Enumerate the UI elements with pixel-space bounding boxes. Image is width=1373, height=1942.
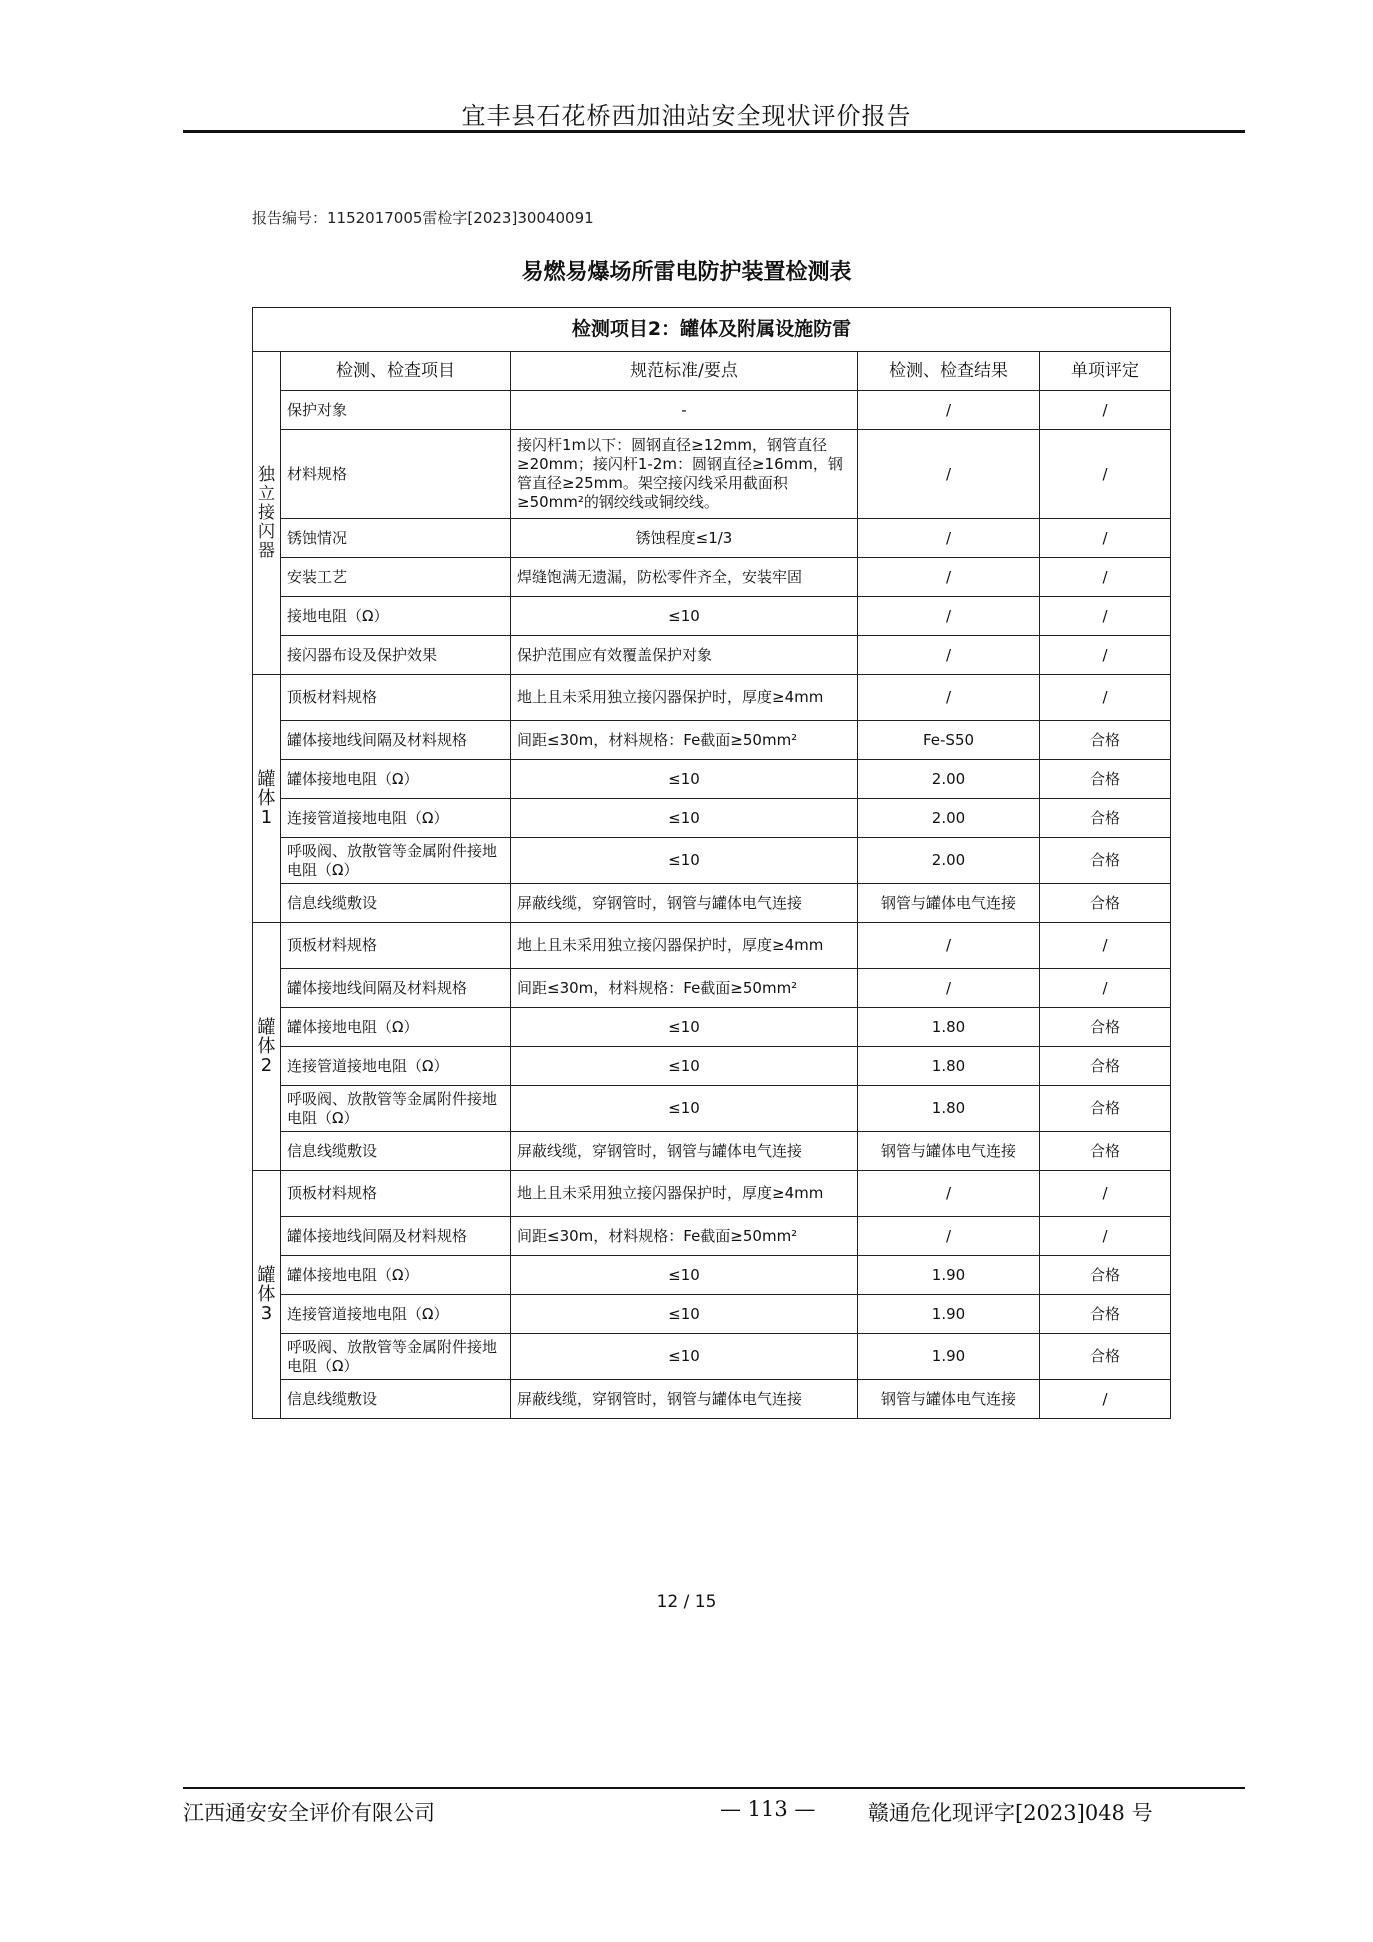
standard-cell: - [511,391,858,430]
footer-company: 江西通安安全评价有限公司 [183,1801,435,1825]
standard-cell: ≤10 [511,1334,858,1380]
item-cell: 接地电阻（Ω） [281,597,511,636]
rating-cell: 合格 [1040,884,1171,923]
result-cell: / [858,923,1040,969]
standard-cell: 保护范围应有效覆盖保护对象 [511,636,858,675]
table-row [253,1380,1171,1419]
standard-cell: 间距≤30m，材料规格：Fe截面≥50mm² [511,969,858,1008]
inspection-table [252,307,1171,1419]
result-cell: 2.00 [858,760,1040,799]
standard-cell: ≤10 [511,1047,858,1086]
rating-cell: / [1040,675,1171,721]
table-row [253,799,1171,838]
result-cell: 钢管与罐体电气连接 [858,1132,1040,1171]
item-cell: 罐体接地线间隔及材料规格 [281,969,511,1008]
table-row [253,1217,1171,1256]
item-cell: 连接管道接地电阻（Ω） [281,1295,511,1334]
rating-cell: 合格 [1040,1334,1171,1380]
table-header-row [253,352,1171,391]
standard-cell: ≤10 [511,799,858,838]
item-cell: 顶板材料规格 [281,923,511,969]
table-row [253,1171,1171,1217]
item-cell: 罐体接地线间隔及材料规格 [281,1217,511,1256]
result-cell: Fe-S50 [858,721,1040,760]
standard-cell: ≤10 [511,1256,858,1295]
rating-cell: 合格 [1040,1008,1171,1047]
rating-cell: 合格 [1040,799,1171,838]
result-cell: 1.80 [858,1008,1040,1047]
group-label: 独立接闪器 [253,352,281,675]
result-cell: / [858,1171,1040,1217]
item-cell: 呼吸阀、放散管等金属附件接地电阻（Ω） [281,1334,511,1380]
result-cell: 钢管与罐体电气连接 [858,884,1040,923]
table-row [253,519,1171,558]
table-row [253,1295,1171,1334]
table-title: 易燃易爆场所雷电防护装置检测表 [521,260,852,285]
item-cell: 安装工艺 [281,558,511,597]
standard-cell: 屏蔽线缆，穿钢管时，钢管与罐体电气连接 [511,1380,858,1419]
table-row [253,884,1171,923]
header-rule [183,130,1245,133]
rating-cell: 合格 [1040,838,1171,884]
standard-cell: ≤10 [511,1295,858,1334]
rating-cell: / [1040,597,1171,636]
standard-cell: 屏蔽线缆，穿钢管时，钢管与罐体电气连接 [511,884,858,923]
rating-cell: / [1040,969,1171,1008]
rating-cell: 合格 [1040,721,1171,760]
item-cell: 锈蚀情况 [281,519,511,558]
table-caption-row [253,308,1171,352]
table-row [253,923,1171,969]
column-header: 单项评定 [1040,352,1171,391]
result-cell: / [858,969,1040,1008]
group-label: 罐体1 [253,675,281,923]
result-cell: / [858,597,1040,636]
result-cell: / [858,1217,1040,1256]
result-cell: 1.90 [858,1295,1040,1334]
standard-cell: 间距≤30m，材料规格：Fe截面≥50mm² [511,721,858,760]
table-row [253,1334,1171,1380]
table-row [253,1256,1171,1295]
table-row [253,558,1171,597]
item-cell: 接闪器布设及保护效果 [281,636,511,675]
result-cell: / [858,636,1040,675]
item-cell: 顶板材料规格 [281,675,511,721]
result-cell: / [858,558,1040,597]
rating-cell: / [1040,1380,1171,1419]
result-cell: / [858,519,1040,558]
result-cell: 2.00 [858,838,1040,884]
table-row [253,597,1171,636]
standard-cell: 屏蔽线缆，穿钢管时，钢管与罐体电气连接 [511,1132,858,1171]
rating-cell: / [1040,391,1171,430]
rating-cell: 合格 [1040,760,1171,799]
table-row [253,1047,1171,1086]
table-row [253,1008,1171,1047]
rating-cell: 合格 [1040,1132,1171,1171]
table-row [253,1086,1171,1132]
rating-cell: 合格 [1040,1256,1171,1295]
result-cell: 2.00 [858,799,1040,838]
column-header: 规范标准/要点 [511,352,858,391]
table-row [253,969,1171,1008]
group-label: 罐体2 [253,923,281,1171]
footer-doc-number: 赣通危化现评字[2023]048 号 [868,1801,1153,1825]
result-cell: 1.80 [858,1047,1040,1086]
item-cell: 呼吸阀、放散管等金属附件接地电阻（Ω） [281,838,511,884]
item-cell: 信息线缆敷设 [281,1380,511,1419]
item-cell: 顶板材料规格 [281,1171,511,1217]
standard-cell: 焊缝饱满无遗漏，防松零件齐全，安装牢固 [511,558,858,597]
item-cell: 罐体接地电阻（Ω） [281,1256,511,1295]
result-cell: / [858,675,1040,721]
result-cell: / [858,430,1040,519]
table-row [253,675,1171,721]
rating-cell: / [1040,923,1171,969]
report-number: 报告编号：1152017005雷检字[2023]30040091 [252,209,594,227]
table-row [253,391,1171,430]
table-row [253,760,1171,799]
result-cell: 1.80 [858,1086,1040,1132]
table-row [253,838,1171,884]
table-row [253,636,1171,675]
standard-cell: 地上且未采用独立接闪器保护时，厚度≥4mm [511,675,858,721]
rating-cell: / [1040,636,1171,675]
page-number: 12 / 15 [656,1592,717,1612]
item-cell: 连接管道接地电阻（Ω） [281,799,511,838]
item-cell: 呼吸阀、放散管等金属附件接地电阻（Ω） [281,1086,511,1132]
table-caption: 检测项目2：罐体及附属设施防雷 [253,308,1171,352]
standard-cell: ≤10 [511,760,858,799]
rating-cell: / [1040,558,1171,597]
rating-cell: / [1040,519,1171,558]
rating-cell: / [1040,1171,1171,1217]
item-cell: 信息线缆敷设 [281,884,511,923]
result-cell: 1.90 [858,1256,1040,1295]
item-cell: 信息线缆敷设 [281,1132,511,1171]
table-row [253,721,1171,760]
table-row [253,430,1171,519]
standard-cell: 地上且未采用独立接闪器保护时，厚度≥4mm [511,1171,858,1217]
standard-cell: ≤10 [511,597,858,636]
footer-rule [183,1787,1245,1789]
page-header-title: 宜丰县石花桥西加油站安全现状评价报告 [461,102,912,130]
item-cell: 连接管道接地电阻（Ω） [281,1047,511,1086]
table-row [253,1132,1171,1171]
standard-cell: 锈蚀程度≤1/3 [511,519,858,558]
result-cell: 钢管与罐体电气连接 [858,1380,1040,1419]
result-cell: 1.90 [858,1334,1040,1380]
rating-cell: / [1040,1217,1171,1256]
item-cell: 罐体接地电阻（Ω） [281,1008,511,1047]
standard-cell: 地上且未采用独立接闪器保护时，厚度≥4mm [511,923,858,969]
item-cell: 材料规格 [281,430,511,519]
column-header: 检测、检查结果 [858,352,1040,391]
group-label: 罐体3 [253,1171,281,1419]
column-header: 检测、检查项目 [281,352,511,391]
standard-cell: ≤10 [511,1008,858,1047]
standard-cell: ≤10 [511,838,858,884]
standard-cell: ≤10 [511,1086,858,1132]
standard-cell: 间距≤30m，材料规格：Fe截面≥50mm² [511,1217,858,1256]
standard-cell: 接闪杆1m以下：圆钢直径≥12mm，钢管直径≥20mm；接闪杆1-2m：圆钢直径≥16mm，钢管直径≥25mm。架空接闪线采用截面积≥50mm²的钢绞线或铜绞线。 [511,430,858,519]
rating-cell: 合格 [1040,1295,1171,1334]
rating-cell: 合格 [1040,1047,1171,1086]
rating-cell: 合格 [1040,1086,1171,1132]
item-cell: 罐体接地线间隔及材料规格 [281,721,511,760]
item-cell: 罐体接地电阻（Ω） [281,760,511,799]
item-cell: 保护对象 [281,391,511,430]
rating-cell: / [1040,430,1171,519]
footer-page: — 113 — [720,1797,816,1821]
result-cell: / [858,391,1040,430]
